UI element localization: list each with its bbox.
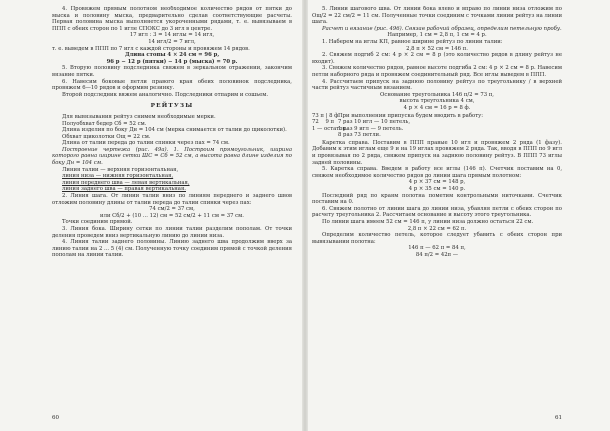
formula-line: 2,8 п × 22 см = 62 п. bbox=[407, 225, 467, 232]
division-right: При выполнении припуска будем вводить в работу: bbox=[338, 112, 484, 119]
paragraph: 5. Вторую половину подследника свяжем в зеркальном отражении, закончим вязание пятки. bbox=[52, 65, 292, 78]
division-left bbox=[312, 132, 334, 139]
paragraph: 4. Провяжем прямым полотном необходимое количество рядов от пятки до мыска и половину мыска, предварительно сделав соответствующие расчеты. Первая половина мыска выполняется укороченными рядами, т. е. вывязываем в ППП с обеих сторон по 1 игле СПОКС до 3 игл в центре. bbox=[52, 6, 292, 32]
formula-line: 74 см/2 = 37 см, bbox=[149, 206, 195, 213]
division-left: 72 9 п bbox=[312, 119, 335, 126]
formula-line: 14 игл/2 = 7 игл, bbox=[148, 38, 196, 45]
paragraph: Последний ряд по краям полотна пометим контрольными ниточками. Счетчик поставим на 0. bbox=[312, 192, 562, 206]
paragraph: Для вывязывания рейтуз снимем необходимые мерки. bbox=[62, 113, 216, 120]
formula-line: Основание треугольника 146 п/2 = 73 п, bbox=[380, 91, 494, 98]
division-left: 73 п | 8 ф bbox=[312, 112, 339, 119]
formula-line: 4 р × 37 см = 148 р, bbox=[408, 179, 466, 186]
paragraph: Каретка справа. Поставим в ППП правые 10 игл и провяжем 2 ряда (1 фазу). Добавим к этим иглам еще 9 и на 19 иглах провяжем 2 ряда. Так, вводя в ППП по 9 игл и провязывая по 2 ряда, свяжем припуск на заднюю половину рейтуз. В ППП 73 иглы задней половины. bbox=[312, 139, 562, 166]
formula-line: 84 п/2 = 42п — bbox=[415, 251, 459, 258]
paragraph: Построение чертежа (рис. 49а). 1. Построим прямоугольник, ширина которого равна ширине сетки ШС = Сб = 52 см, а высота равна длине изделия по боку Дн = 104 см. bbox=[52, 146, 292, 167]
paragraph: Полуобхват бедер Сб = 52 см. bbox=[62, 120, 147, 127]
paragraph: Линия талии — верхняя горизонтальная, bbox=[62, 166, 179, 173]
division-right: 7 раз 10 игл — 10 петель, bbox=[338, 119, 411, 126]
paragraph: 1. Наберем на иглы КП, равное ширине рейтуз по линии талии: bbox=[322, 38, 503, 45]
division-right: 1 раз 9 игл — 9 петель. bbox=[338, 125, 404, 132]
paragraph: 4. Линия талии заднего половины. Линию заднего шва продолжим вверх за линию талии на 2 ... 5 (4) см. Полученную точку соединим прямой с точкой деления пополам на линии талии. bbox=[52, 239, 292, 259]
division-calculation bbox=[312, 113, 562, 139]
paragraph: Точки соединим прямой. bbox=[62, 219, 133, 226]
paragraph: Обхват щиколотки Ощ = 22 см. bbox=[62, 133, 151, 140]
section-title: РЕЙТУЗЫ bbox=[150, 103, 194, 110]
division-left: 1 — остаток. bbox=[312, 125, 348, 132]
formula-line: Например, 1 см = 2,8 п, 1 см = 4 р. bbox=[387, 32, 487, 39]
paragraph: линия переднего шва — левая вертикальная, bbox=[62, 179, 190, 186]
paragraph: 6. Свяжем полотно от линии шага до линии низа, убавляя петли с обеих сторон по расчету треугольника 2. Рассчитаем основание и высоту этого треугольника. bbox=[312, 205, 562, 219]
paragraph: линия заднего шва — правая вертикальная. bbox=[62, 186, 186, 193]
paragraph: Длина изделия по боку Дн = 104 см (мерка снимается от талии до щиколотки). bbox=[62, 127, 287, 134]
formula-line: или Сб/2 + (10 ... 12) см = 52 см/2 + 11 см = 37 см. bbox=[100, 212, 244, 219]
paragraph: линия низа — нижняя горизонтальная, bbox=[62, 173, 174, 180]
formula-line: 146 п — 62 п = 84 п, bbox=[408, 245, 466, 252]
paragraph: 4. Рассчитаем припуск на заднюю половину рейтуз по треугольнику / в верхней части рейтуз частичным вязанием. bbox=[312, 78, 562, 92]
formula-line: 4 р × 35 см = 140 р. bbox=[408, 186, 466, 193]
formula-line: 2,8 п × 52 см = 146 п. bbox=[406, 45, 468, 52]
paragraph: 6. Навесим боковые петли правого края обеих половинок подследника, провяжем 6—10 рядов и оформим резинку. bbox=[52, 78, 292, 92]
paragraph: 2. Линия шага. От линии талии вниз по линиям переднего и заднего швов отложим половину длины от талии переда до талии спинки через пах: bbox=[52, 193, 292, 206]
page-number: 60 bbox=[52, 415, 59, 422]
formula-line: 17 игл : 3 = 14 иглы = 14 игл, bbox=[129, 32, 215, 39]
paragraph: 5. Линии шагового шва. От линии бока влево и вправо по линии низа отложим по Ощ/2 = 22 см/2 = 11 см. Полученные точки соединим с точками линии рейтуз на линии шага. bbox=[312, 6, 562, 26]
formula-line: 96 р − 12 р (пятки) − 14 р (мыска) = 70 р. bbox=[106, 58, 238, 65]
paragraph: Расчет и вязание (рис. 496). Связав рабочий образец, определим петельную пробу. bbox=[322, 25, 562, 32]
formula-line: Длина стопы 4 × 24 см = 96 р, bbox=[124, 52, 220, 59]
paragraph: Второй подследник вяжем аналогично. Подследники отпарим и сошьем. bbox=[62, 91, 269, 98]
paragraph: 3. Свяжем количество рядов, равное высоте подгиба 2 см: 4 р × 2 см = 8 р. Навесим петли наборного ряда и провяжем соединительный ряд. Все иглы выведем в ППП. bbox=[312, 65, 562, 78]
paragraph: 2. Свяжем подгиб 2 см: 4 р × 2 см = 8 р (это количество рядов в длину рейтуз не входит). bbox=[312, 52, 562, 65]
left-page bbox=[52, 6, 292, 426]
formula-line: 4 р × 4 см = 16 р = 8 ф. bbox=[403, 104, 471, 111]
paragraph: Длина от талии переда до талии спинки через пах = 74 см. bbox=[62, 140, 230, 147]
formula-line: высота треугольника 4 см, bbox=[399, 98, 475, 105]
paragraph: Определим количество петель, которое следует убавить с обеих сторон при вывязывании полотна: bbox=[312, 232, 562, 245]
book-gutter bbox=[302, 0, 308, 431]
paragraph: т. е. выведем в ППП по 7 игл с каждой стороны и провяжем 14 рядов. bbox=[52, 45, 250, 52]
page-number: 61 bbox=[555, 415, 562, 422]
paragraph: 3. Линия бока. Ширину сетки по линии талии разделим пополам. От точки деления проведем вниз вертикальную линию до линии низа. bbox=[52, 226, 292, 239]
paragraph: 5. Каретка справа. Введем в работу все иглы (146 п). Счетчик поставим на 0, свяжем необходимое количество рядов до линии шага прямым полотном: bbox=[312, 166, 562, 179]
division-right: 8 раз 73 петли. bbox=[338, 132, 381, 139]
right-page bbox=[312, 6, 562, 426]
paragraph: По линии шага имеем 52 см = 146 п, у линии низа должно остаться 22 см. bbox=[322, 219, 534, 225]
